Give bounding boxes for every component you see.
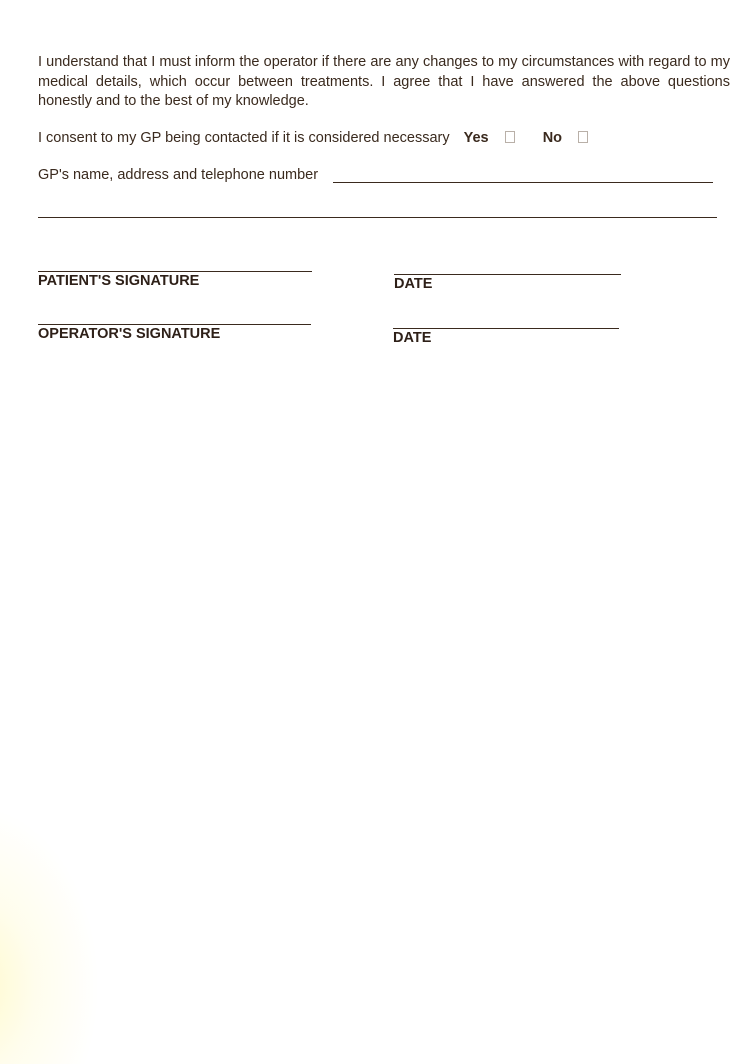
no-label: No [542,130,563,146]
yes-checkbox[interactable] [505,131,515,143]
consent-statement: I understand that I must inform the operator if there are any changes to my circumstances with regard to my medical details, which occur between treatments. I agree that I have answered the above questions honestly and to the best of my knowledge. [38,54,730,109]
operator-signature-field[interactable] [38,324,311,325]
patient-date-label: DATE [394,276,433,292]
patient-signature-label: PATIENT'S SIGNATURE [38,273,200,289]
no-checkbox[interactable] [578,131,588,143]
patient-signature-field[interactable] [38,271,312,272]
patient-date-field[interactable] [394,274,621,275]
operator-date-label: DATE [393,330,432,346]
yes-label: Yes [463,130,489,146]
operator-date-field[interactable] [393,328,619,329]
gp-consent-row [38,130,602,146]
gp-consent-question: I consent to my GP being contacted if it is considered necessary [38,130,450,146]
gp-details-field-continued[interactable] [38,217,717,218]
operator-signature-label: OPERATOR'S SIGNATURE [38,326,221,342]
gp-details-label: GP's name, address and telephone number [38,167,319,183]
gp-details-field[interactable] [333,182,713,183]
lighting-glare [0,804,100,1064]
